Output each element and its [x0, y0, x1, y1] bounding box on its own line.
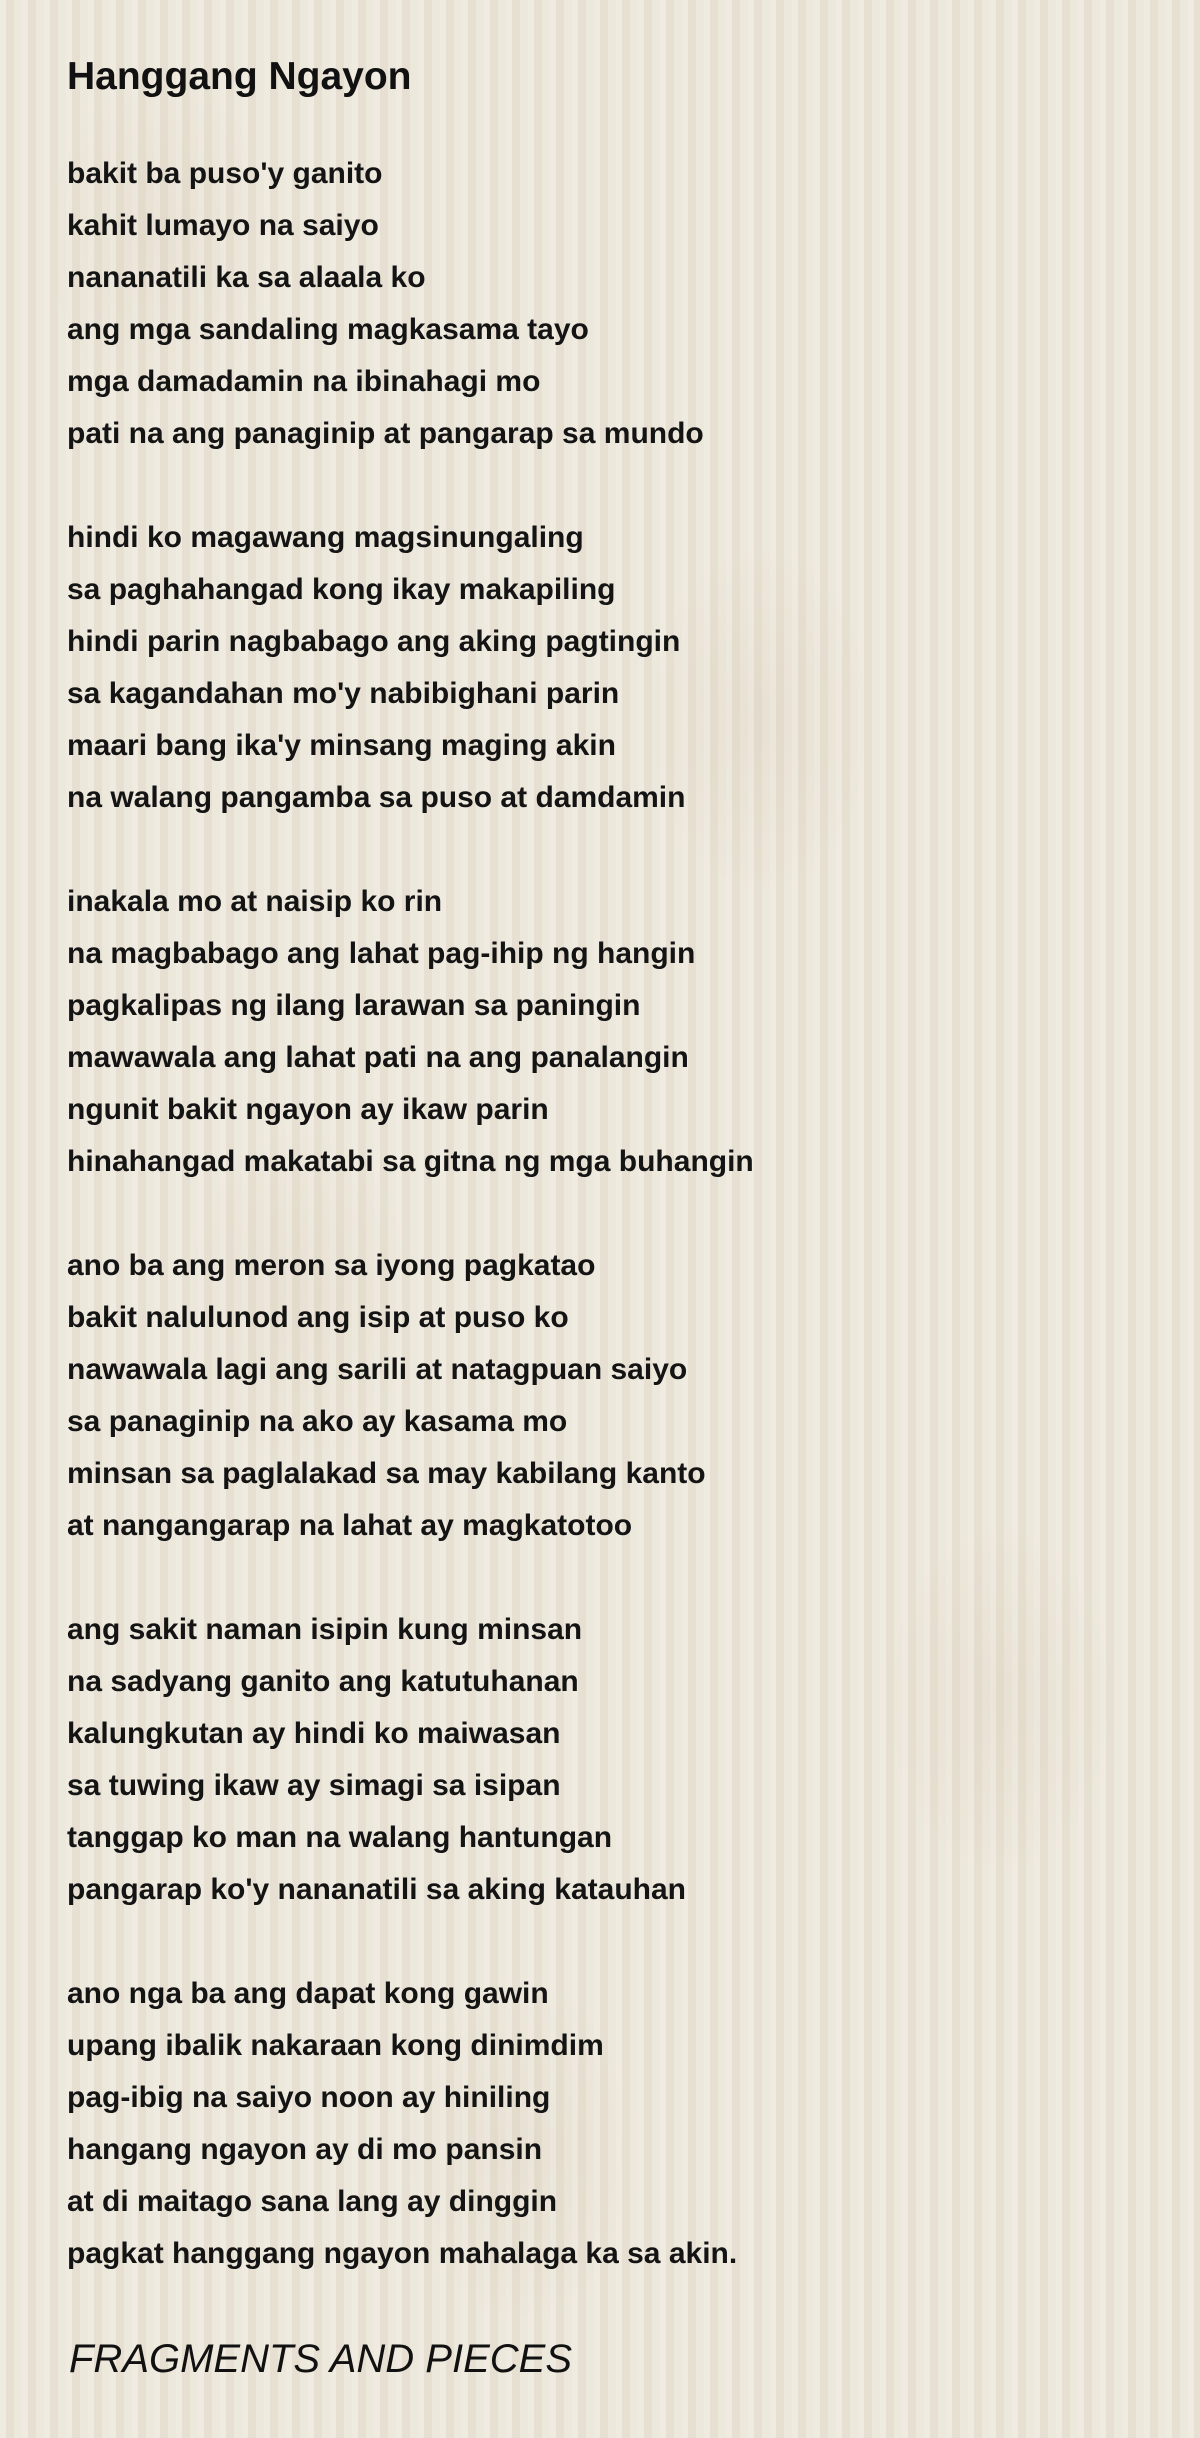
poem-line: maari bang ika'y minsang maging akin: [67, 729, 616, 762]
stanza: [67, 148, 1147, 460]
poem-line: sa tuwing ikaw ay simagi sa isipan: [67, 1769, 561, 1802]
poem-author: FRAGMENTS AND PIECES: [69, 2337, 573, 2381]
poem-line: hindi parin nagbabago ang aking pagtingin: [67, 625, 681, 658]
stanza: [67, 1240, 1147, 1552]
stanza: [67, 512, 1147, 824]
poem-line: nawawala lagi ang sarili at natagpuan saiyo: [67, 1353, 688, 1386]
poem-line: ang sakit naman isipin kung minsan: [67, 1613, 583, 1646]
poem-line: ang mga sandaling magkasama tayo: [67, 313, 589, 346]
poem-line: ano ba ang meron sa iyong pagkatao: [67, 1249, 596, 1282]
poem-line: sa paghahangad kong ikay makapiling: [67, 573, 616, 606]
poem-line: pag-ibig na saiyo noon ay hiniling: [67, 2081, 551, 2114]
poem-line: mga damadamin na ibinahagi mo: [67, 365, 541, 398]
poem-line: bakit ba puso'y ganito: [67, 157, 383, 190]
poem-line: pati na ang panaginip at pangarap sa mundo: [67, 417, 704, 450]
poem-line: mawawala ang lahat pati na ang panalangin: [67, 1041, 689, 1074]
stanza: [67, 1968, 1147, 2280]
poem-line: tanggap ko man na walang hantungan: [67, 1821, 613, 1854]
poem-line: ano nga ba ang dapat kong gawin: [67, 1977, 549, 2010]
poem-line: sa kagandahan mo'y nabibighani parin: [67, 677, 620, 710]
stanza: [67, 1604, 1147, 1916]
poem-body: [67, 148, 1147, 2280]
poem-line: at di maitago sana lang ay dinggin: [67, 2185, 558, 2218]
poem-line: na magbabago ang lahat pag-ihip ng hangin: [67, 937, 696, 970]
poem-line: bakit nalulunod ang isip at puso ko: [67, 1301, 569, 1334]
poem-line: sa panaginip na ako ay kasama mo: [67, 1405, 568, 1438]
poem-line: hinahangad makatabi sa gitna ng mga buhangin: [67, 1145, 754, 1178]
poem-line: kahit lumayo na saiyo: [67, 209, 379, 242]
poem-line: na walang pangamba sa puso at damdamin: [67, 781, 686, 814]
poem-line: nananatili ka sa alaala ko: [67, 261, 426, 294]
poem-line: kalungkutan ay hindi ko maiwasan: [67, 1717, 561, 1750]
stanza: [67, 876, 1147, 1188]
poem-line: at nangangarap na lahat ay magkatotoo: [67, 1509, 633, 1542]
poem-line: pagkat hanggang ngayon mahalaga ka sa akin.: [67, 2237, 738, 2270]
poem-line: hangang ngayon ay di mo pansin: [67, 2133, 543, 2166]
poem-line: pagkalipas ng ilang larawan sa paningin: [67, 989, 641, 1022]
poem-title: Hanggang Ngayon: [67, 55, 412, 98]
poem-line: na sadyang ganito ang katutuhanan: [67, 1665, 579, 1698]
poem-container: [67, 52, 1147, 2332]
poem-line: inakala mo at naisip ko rin: [67, 885, 443, 918]
poem-line: minsan sa paglalakad sa may kabilang kanto: [67, 1457, 706, 1490]
poem-line: hindi ko magawang magsinungaling: [67, 521, 584, 554]
poem-line: ngunit bakit ngayon ay ikaw parin: [67, 1093, 549, 1126]
poem-line: upang ibalik nakaraan kong dinimdim: [67, 2029, 604, 2062]
poem-line: pangarap ko'y nananatili sa aking katauhan: [67, 1873, 686, 1906]
